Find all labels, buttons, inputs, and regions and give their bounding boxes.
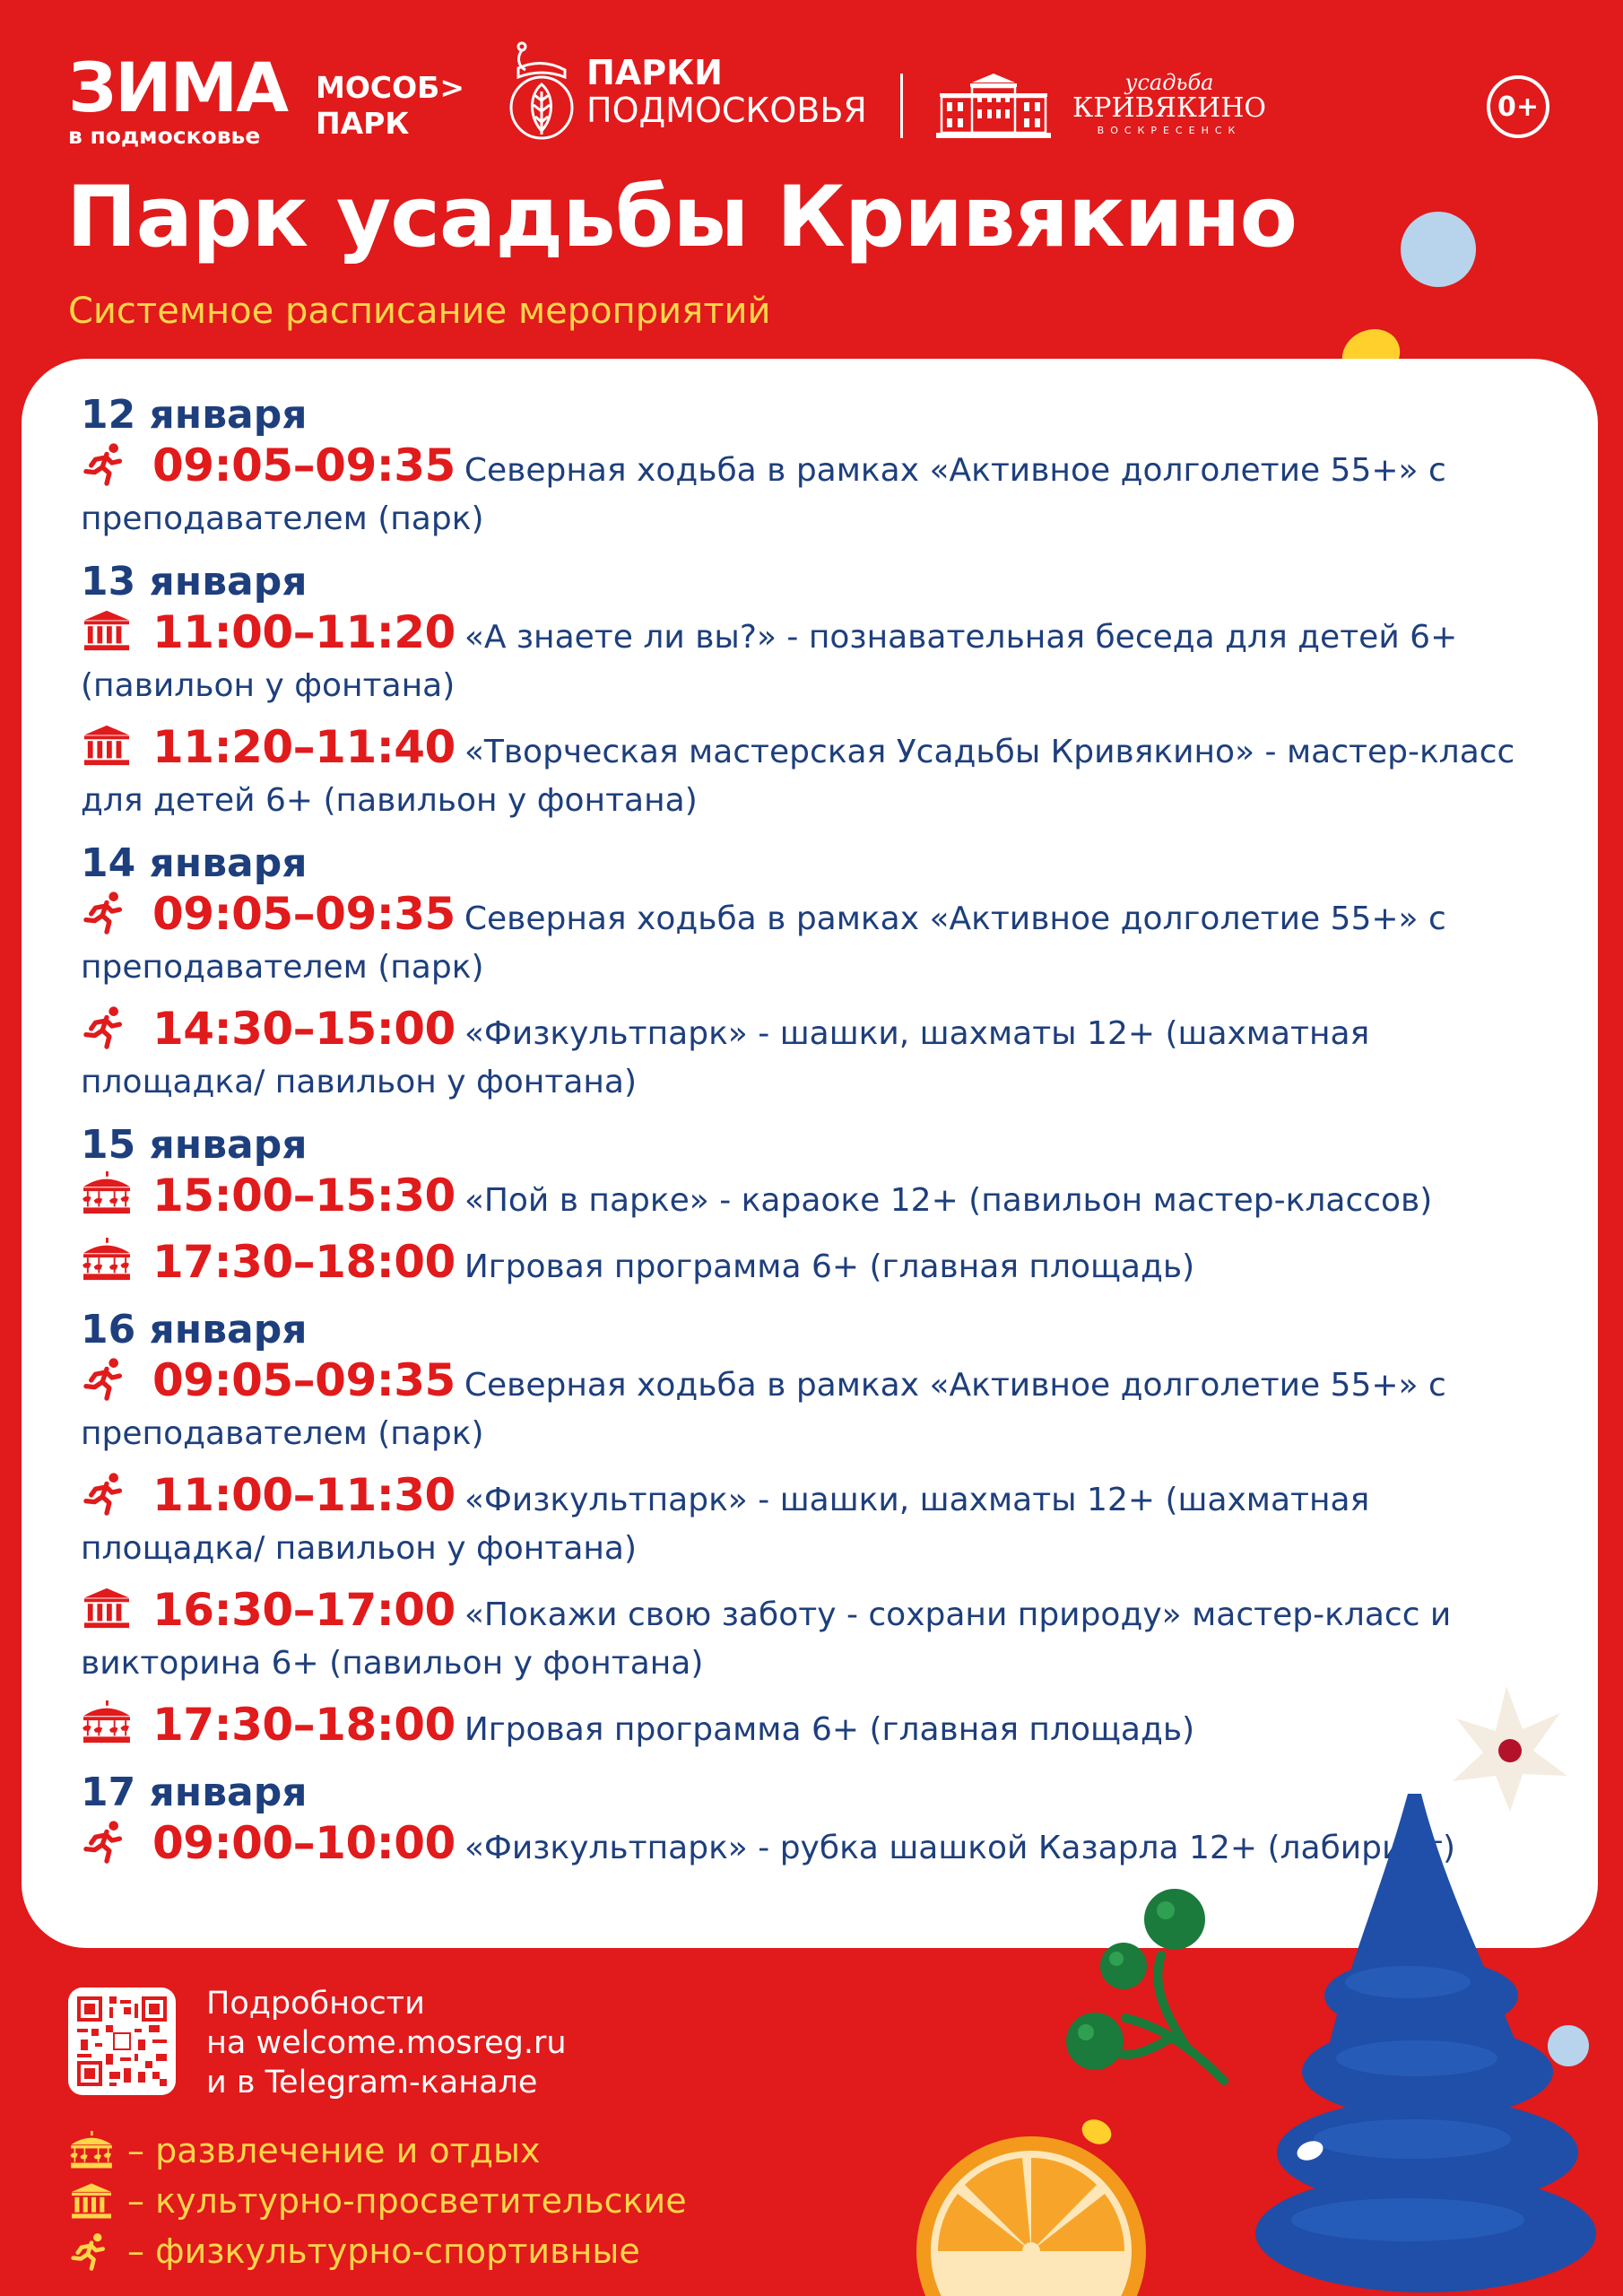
legend-label: – развлечение и отдых: [127, 2131, 541, 2170]
day-heading: 14 января: [81, 840, 308, 886]
event-time: 17:30–18:00: [152, 1699, 456, 1751]
event-icon: [81, 723, 152, 768]
qr-code-icon: [77, 1996, 167, 2086]
running-icon: [81, 441, 133, 486]
krivyakino-logo-script: усадьба: [1124, 70, 1214, 95]
event-item: [81, 723, 1524, 825]
legend-label: – культурно-просветительские: [127, 2181, 687, 2221]
day-heading: 16 января: [81, 1307, 308, 1352]
manor-building-logo: [936, 70, 1051, 144]
museum-icon: [81, 1586, 133, 1631]
event-time: 11:00–11:20: [152, 606, 456, 658]
decor-dot-blue: [1401, 212, 1476, 287]
page-subtitle: Системное расписание мероприятий: [68, 291, 771, 332]
legend-icon: [68, 2231, 127, 2271]
event-description: Игровая программа 6+ (главная площадь): [464, 1248, 1195, 1285]
event-icon: [81, 441, 152, 486]
event-description: Северная ходьба в рамках «Активное долголетие 55+» с преподавателем (парк): [81, 1367, 1446, 1452]
event-time: 16:30–17:00: [152, 1584, 456, 1636]
running-icon: [81, 1356, 133, 1401]
parki-logo-line2: ПОДМОСКОВЬЯ: [586, 91, 867, 130]
krivyakino-logo-town: ВОСКРЕСЕНСК: [1097, 125, 1242, 136]
krivyakino-logo-name: КРИВЯКИНО: [1072, 92, 1266, 124]
qr-code[interactable]: [68, 1987, 176, 2095]
event-icon: [81, 1819, 152, 1864]
day-heading: 13 января: [81, 559, 308, 604]
event-time: 09:05–09:35: [152, 1354, 456, 1406]
logo-divider: [900, 74, 903, 138]
event-description: Игровая программа 6+ (главная площадь): [464, 1711, 1195, 1748]
event-time: 11:20–11:40: [152, 721, 456, 773]
museum-icon: [81, 608, 133, 653]
age-rating-badge: 0+: [1487, 75, 1549, 138]
footer-info-line2: на welcome.mosreg.ru: [206, 2025, 567, 2061]
running-icon: [68, 2231, 115, 2271]
event-icon: [81, 890, 152, 935]
event-description: «Творческая мастерская Усадьбы Кривякино» - мастер-класс для детей 6+ (павильон у фонтана): [81, 734, 1515, 819]
event-description: «Пой в парке» - караоке 12+ (павильон мастер-классов): [464, 1182, 1433, 1219]
event-item: [81, 1471, 1524, 1573]
event-description: «Покажи свою заботу - сохрани природу» мастер-класс и викторина 6+ (павильон у фонтана): [81, 1596, 1452, 1682]
event-item: [81, 1004, 1524, 1107]
event-time: 09:05–09:35: [152, 439, 456, 491]
footer-info: [206, 1984, 567, 2102]
icon-legend: [68, 2126, 687, 2276]
event-time: 14:30–15:00: [152, 1003, 456, 1055]
legend-item: [68, 2126, 687, 2176]
legend-item: [68, 2226, 687, 2276]
manor-building-icon: [936, 70, 1051, 140]
running-icon: [81, 890, 133, 935]
event-time: 17:30–18:00: [152, 1236, 456, 1288]
event-icon: [81, 1238, 152, 1283]
event-time: 15:00–15:30: [152, 1170, 456, 1222]
footer-info-line3: и в Telegram-канале: [206, 2065, 538, 2100]
event-description: «Физкультпарк» - шашки, шахматы 12+ (шахматная площадка/ павильон у фонтана): [81, 1015, 1370, 1100]
decor-dot-blue-small: [1548, 2025, 1589, 2066]
carousel-icon: [81, 1700, 133, 1745]
parki-podmoskovya-logo: [509, 41, 867, 142]
event-item: [81, 608, 1524, 710]
event-icon: [81, 1471, 152, 1516]
footer-info-line1: Подробности: [206, 1986, 425, 2022]
orange-slice-decoration: [915, 2135, 1148, 2296]
running-icon: [81, 1004, 133, 1049]
legend-label: – физкультурно-спортивные: [127, 2231, 640, 2271]
museum-icon: [81, 723, 133, 768]
mosobpark-logo-line2: ПАРК: [316, 106, 410, 141]
legend-item: [68, 2176, 687, 2226]
running-icon: [81, 1819, 133, 1864]
krivyakino-logo: [1072, 72, 1266, 138]
event-time: 11:00–11:30: [152, 1469, 456, 1521]
running-icon: [81, 1471, 133, 1516]
mosobpark-logo: [316, 70, 464, 142]
page-title: Парк усадьбы Кривякино: [66, 169, 1298, 266]
event-time: 09:05–09:35: [152, 888, 456, 940]
event-icon: [81, 1004, 152, 1049]
event-description: «А знаете ли вы?» - познавательная беседа для детей 6+ (павильон у фонтана): [81, 619, 1458, 704]
zima-logo-text: ЗИМА: [68, 48, 288, 127]
event-description: «Физкультпарк» - рубка шашкой Казарла 12+ (лабиринт): [464, 1830, 1455, 1866]
zima-logo: [68, 48, 288, 149]
event-time: 09:00–10:00: [152, 1817, 456, 1869]
legend-icon: [68, 2131, 127, 2170]
day-heading: 12 января: [81, 392, 308, 438]
carousel-icon: [81, 1238, 133, 1283]
event-item: [81, 1586, 1524, 1688]
berry-branch-decoration: [1054, 1883, 1269, 2099]
event-icon: [81, 608, 152, 653]
event-icon: [81, 1356, 152, 1401]
museum-icon: [68, 2181, 115, 2221]
event-item: [81, 1356, 1524, 1458]
leaf-hat-icon: [509, 41, 574, 142]
event-description: Северная ходьба в рамках «Активное долголетие 55+» с преподавателем (парк): [81, 452, 1446, 537]
carousel-icon: [81, 1171, 133, 1216]
event-item: [81, 1171, 1524, 1225]
event-icon: [81, 1586, 152, 1631]
zima-logo-subtext: в подмосковье: [68, 123, 261, 149]
legend-icon: [68, 2181, 127, 2221]
event-item: [81, 1238, 1524, 1292]
parki-logo-line1: ПАРКИ: [586, 53, 723, 92]
event-item: [81, 890, 1524, 992]
event-item: [81, 441, 1524, 544]
event-description: «Физкультпарк» - шашки, шахматы 12+ (шахматная площадка/ павильон у фонтана): [81, 1482, 1370, 1567]
schedule-list: [81, 384, 1524, 1885]
event-icon: [81, 1171, 152, 1216]
event-description: Северная ходьба в рамках «Активное долголетие 55+» с преподавателем (парк): [81, 900, 1446, 986]
mosobpark-logo-line1: МОСОБ>: [316, 70, 464, 105]
carousel-icon: [68, 2131, 115, 2170]
day-heading: 17 января: [81, 1770, 308, 1815]
day-heading: 15 января: [81, 1122, 308, 1168]
christmas-tree-decoration: [1237, 1677, 1614, 2296]
event-icon: [81, 1700, 152, 1745]
